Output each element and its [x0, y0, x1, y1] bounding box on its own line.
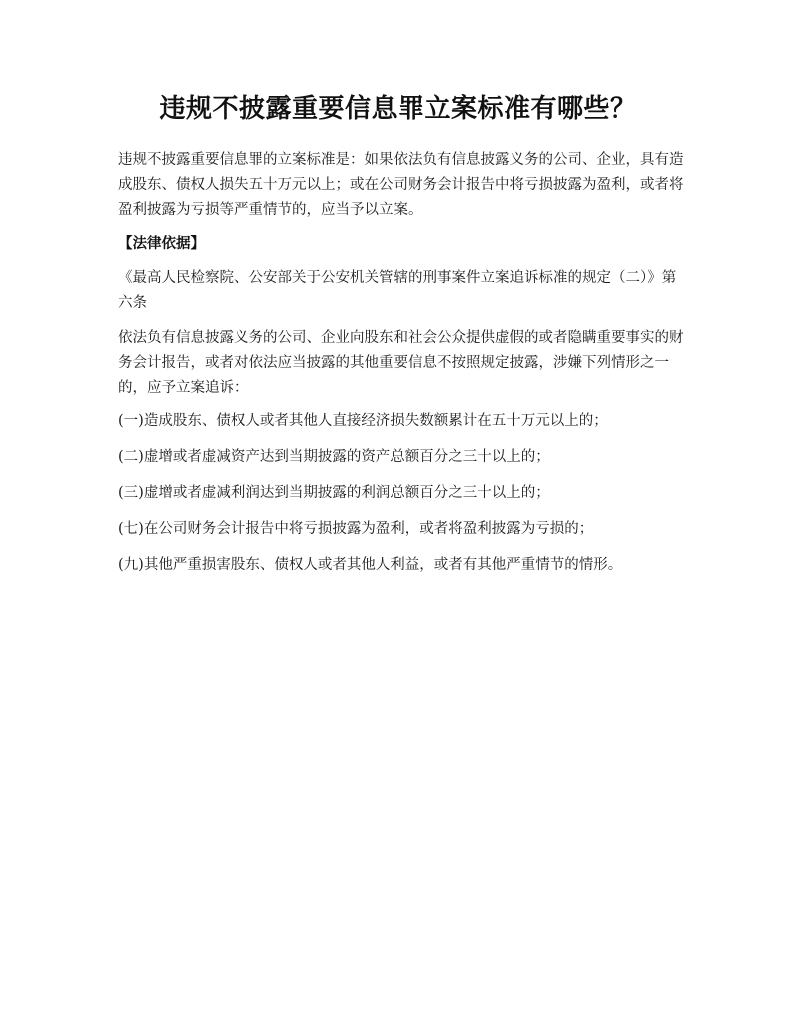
- legal-basis-heading: 【法律依据】: [118, 236, 205, 252]
- intro-paragraph: 违规不披露重要信息罪的立案标准是：如果依法负有信息披露义务的公司、企业，具有造成股东、债权人损失五十万元以上；或在公司财务会计报告中将亏损披露为盈利，或者将盈利披露为亏损等严重情节的，应当予以立案。: [118, 152, 684, 218]
- list-item: (二)虚增或者虚减资产达到当期披露的资产总额百分之三十以上的；: [118, 449, 550, 465]
- list-item: (七)在公司财务会计报告中将亏损披露为盈利，或者将盈利披露为亏损的；: [118, 521, 594, 537]
- regulation-reference: 《最高人民检察院、公安部关于公安机关管辖的刑事案件立案追诉标准的规定（二）》第六条: [118, 270, 677, 311]
- main-clause-paragraph: 依法负有信息披露义务的公司、企业向股东和社会公众提供虚假的或者隐瞒重要事实的财务会计报告，或者对依法应当披露的其他重要信息不按照规定披露，涉嫌下列情形之一的，应予立案追诉：: [118, 330, 684, 396]
- list-item: (九)其他严重损害股东、债权人或者其他人利益，或者有其他严重情节的情形。: [118, 557, 623, 573]
- list-item: (三)虚增或者虚减利润达到当期披露的利润总额百分之三十以上的；: [118, 485, 550, 501]
- document-title: 违规不披露重要信息罪立案标准有哪些？: [159, 94, 637, 124]
- list-item: (一)造成股东、债权人或者其他人直接经济损失数额累计在五十万元以上的；: [118, 413, 608, 429]
